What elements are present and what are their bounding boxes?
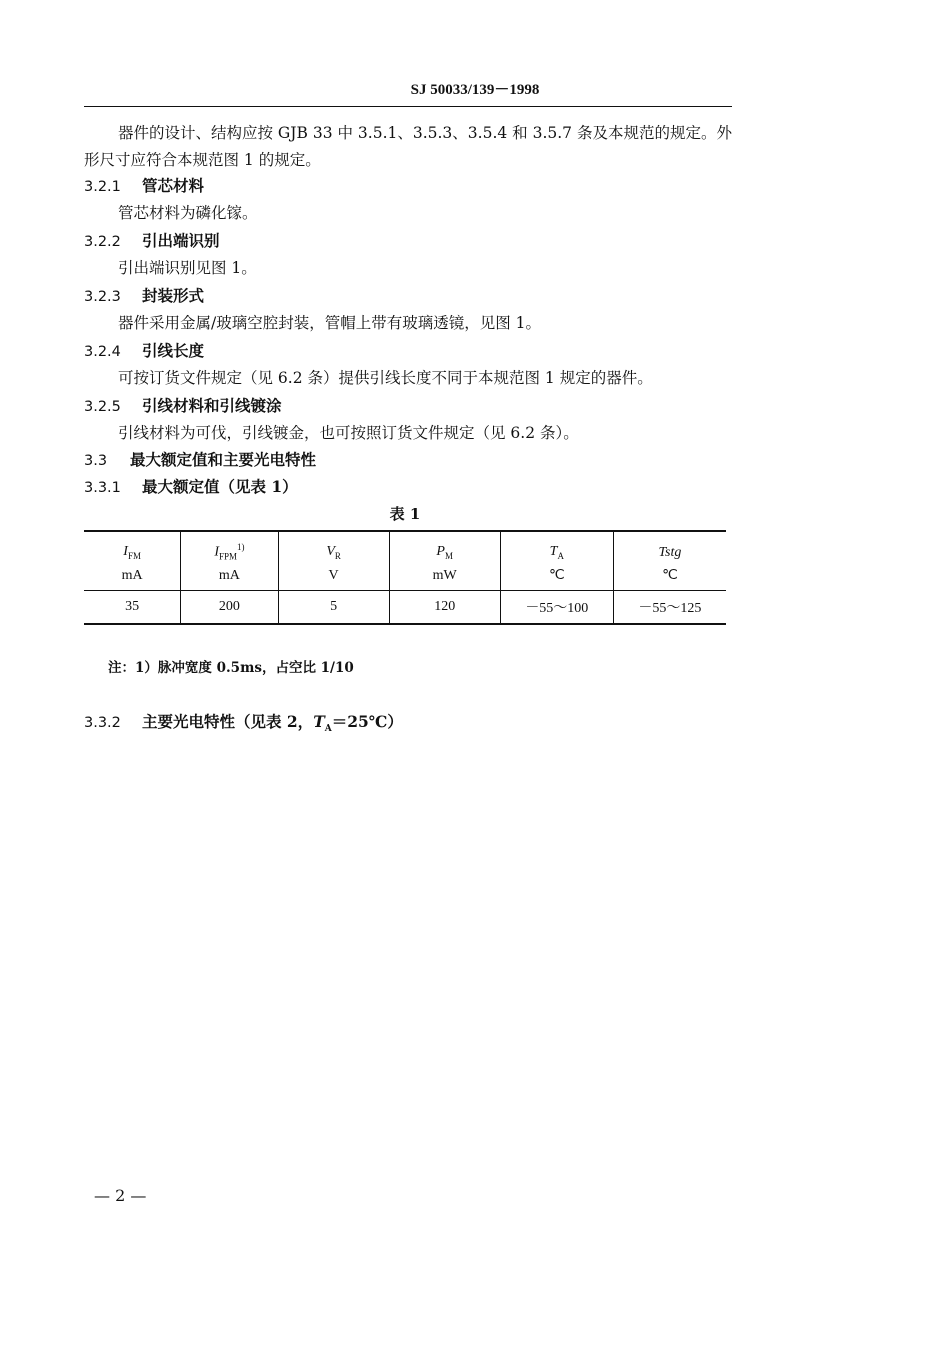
section-title: 管芯材料 — [142, 176, 205, 195]
unit-cell: mA — [181, 561, 278, 591]
header-cell-ifm: $I_{FM}$ — [123, 544, 141, 561]
value-cell: －55～125 — [613, 591, 726, 625]
section-number: 3.3.2 — [84, 715, 121, 731]
value-cell: 35 — [84, 591, 181, 625]
value-cell: 5 — [278, 591, 389, 625]
header-cell-pm: $P_M$ — [389, 531, 500, 561]
table-values-row — [84, 591, 726, 625]
unit-cell: ℃ — [613, 561, 726, 591]
section-number: 3.2.4 — [84, 344, 121, 360]
header-cell-ta: $T_A$ — [500, 531, 613, 561]
section-title: 引线材料和引线镀涂 — [142, 396, 282, 415]
unit-cell: V — [278, 561, 389, 591]
section-number: 3.2.5 — [84, 399, 121, 415]
header-cell-ifpm: $I_{FPM}^{1)}$ — [181, 531, 278, 561]
section-3-3-1-heading — [84, 475, 298, 497]
section-3-3-heading — [84, 448, 316, 470]
value-cell: 200 — [181, 591, 278, 625]
section-3-2-3-text: 器件采用金属/玻璃空腔封装，管帽上带有玻璃透镜，见图 1。 — [118, 314, 542, 332]
section-title: 引出端识别 — [142, 231, 220, 250]
section-title: 最大额定值和主要光电特性 — [130, 450, 317, 469]
unit-cell: ℃ — [500, 561, 613, 591]
table-units-row — [84, 561, 726, 591]
section-3-2-2-heading — [84, 229, 220, 251]
section-title: 封装形式 — [142, 286, 205, 305]
section-3-2-5-heading — [84, 394, 282, 416]
section-3-3-2-heading — [84, 710, 403, 734]
intro-line-2: 形尺寸应符合本规范图 1 的规定。 — [84, 151, 321, 169]
section-3-2-2-text: 引出端识别见图 1。 — [118, 259, 257, 277]
section-number: 3.2.1 — [84, 179, 121, 195]
value-cell: 120 — [389, 591, 500, 625]
section-number: 3.2.3 — [84, 289, 121, 305]
table-1-caption: 表 1 — [389, 505, 421, 523]
header-cell-vr: $V_R$ — [278, 531, 389, 561]
section-number: 3.2.2 — [84, 234, 121, 250]
section-number: 3.3 — [84, 453, 108, 469]
intro-line-1: 器件的设计、结构应按 GJB 33 中 3.5.1、3.5.3、3.5.4 和 3.5.7 条及本规范的规定。外 — [118, 124, 732, 142]
section-title: 主要光电特性（见表 2，$T_A=25℃$） — [142, 712, 403, 735]
unit-cell: mA — [121, 567, 143, 583]
unit-cell: mW — [389, 561, 500, 591]
page-number: — 2 — — [94, 1186, 147, 1205]
section-3-2-4-heading — [84, 339, 204, 361]
header-rule — [84, 106, 732, 107]
section-3-2-5-text: 引线材料为可伐，引线镀金，也可按照订货文件规定（见 6.2 条）。 — [118, 424, 579, 442]
table-header-row — [84, 531, 726, 561]
document-number-header: SJ 50033/139－1998 — [410, 82, 540, 98]
header-cell-tstg: Tstg — [613, 531, 726, 561]
section-3-2-4-text: 可按订货文件规定（见 6.2 条）提供引线长度不同于本规范图 1 规定的器件。 — [118, 369, 653, 387]
section-3-2-1-text: 管芯材料为磷化镓。 — [118, 204, 258, 222]
section-3-2-3-heading — [84, 284, 204, 306]
section-title: 最大额定值（见表 1） — [142, 477, 298, 496]
table-1-max-ratings — [84, 530, 726, 625]
table-1-footnote: 注：1）脉冲宽度 0.5ms，占空比 1/10 — [108, 660, 354, 676]
section-number: 3.3.1 — [84, 480, 121, 496]
section-title: 引线长度 — [142, 341, 205, 360]
section-3-2-1-heading — [84, 174, 204, 196]
value-cell: －55～100 — [500, 591, 613, 625]
